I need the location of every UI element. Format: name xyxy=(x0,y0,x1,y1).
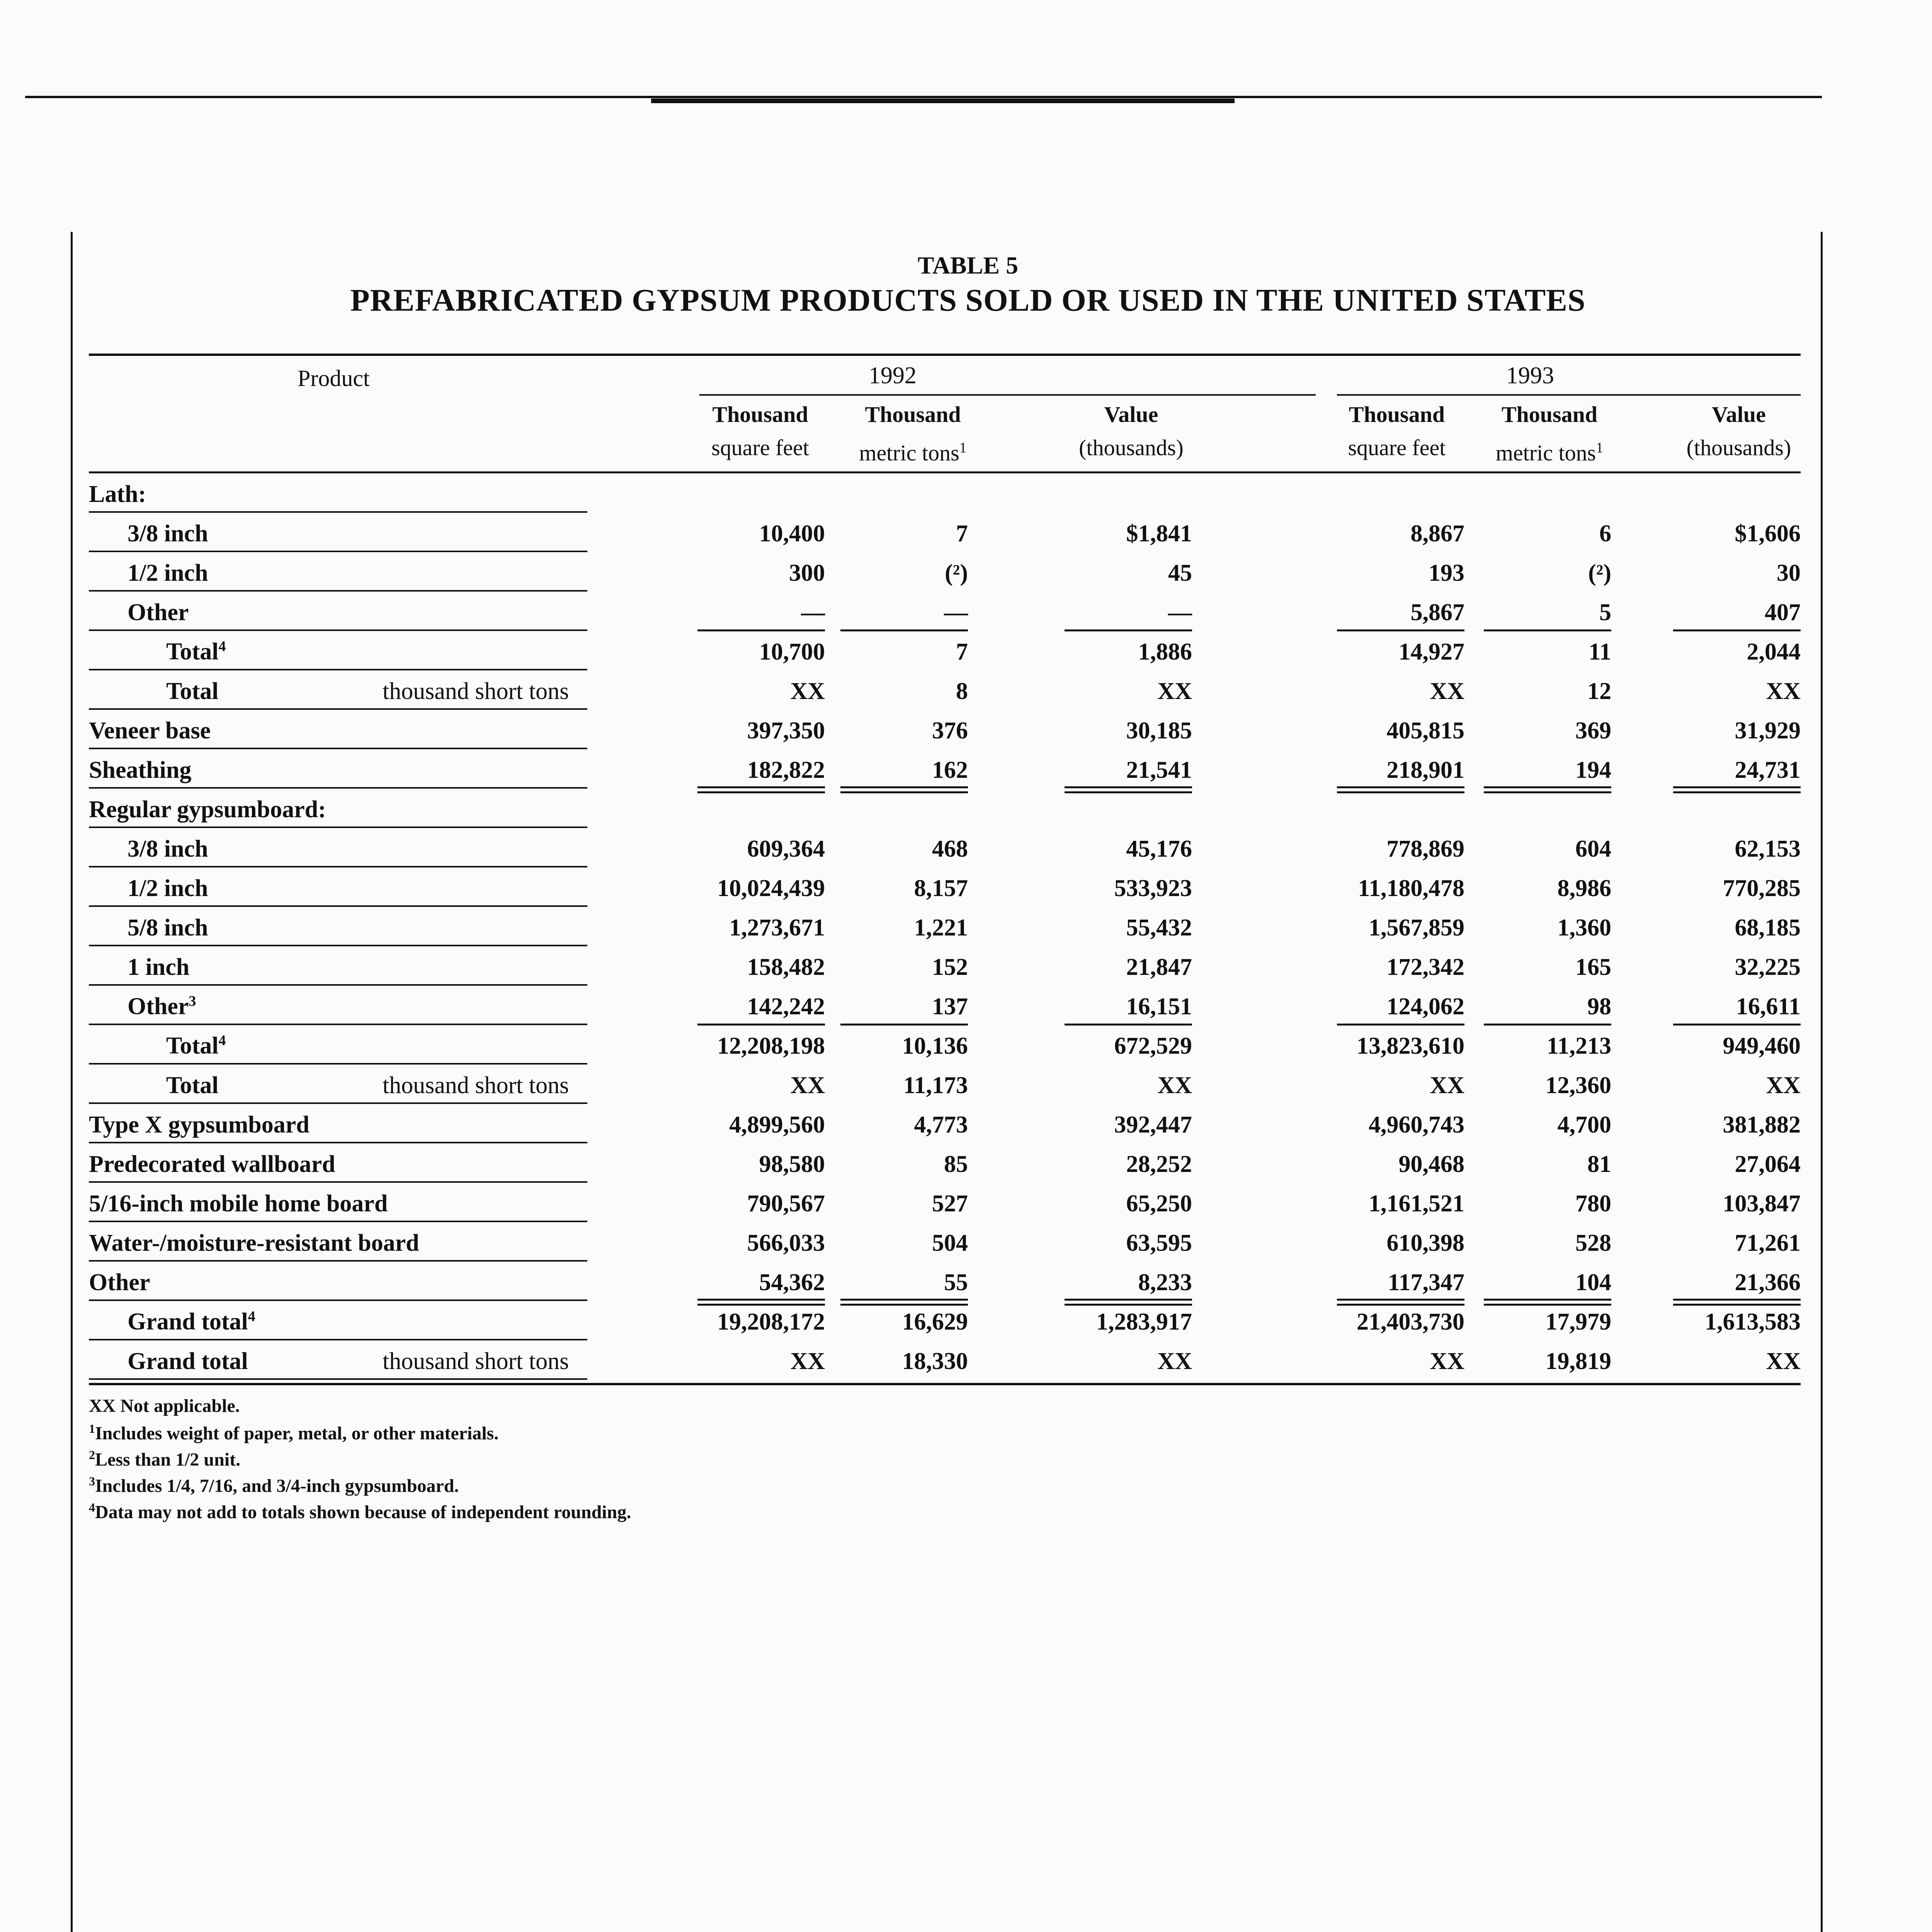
row-label: Grand total$^4$ xyxy=(128,1308,255,1335)
table-cell: — xyxy=(944,599,968,626)
table-cell: 172,342 xyxy=(1386,954,1464,980)
table-row xyxy=(89,631,1801,670)
right-margin-rule xyxy=(1821,232,1823,1932)
table-cell: 8,157 xyxy=(914,875,968,901)
row-unit: thousand short tons xyxy=(383,1072,569,1099)
table-row xyxy=(89,907,1801,946)
table-cell: 2,044 xyxy=(1747,639,1801,665)
table-cell: $1,841 xyxy=(1126,520,1192,547)
table-cell: 770,285 xyxy=(1723,875,1801,901)
table-cell: 504 xyxy=(932,1230,968,1256)
row-label: 3/8 inch xyxy=(128,520,208,547)
table-cell: 218,901 xyxy=(1386,757,1464,783)
table-cell: 103,847 xyxy=(1723,1190,1801,1217)
table-row xyxy=(89,867,1801,907)
table-cell: 609,364 xyxy=(747,836,825,862)
table-cell: — xyxy=(1168,599,1192,626)
table-cell: 5,867 xyxy=(1410,599,1464,626)
row-label: Grand total xyxy=(128,1348,248,1374)
left-margin-rule xyxy=(71,232,73,1932)
table-row xyxy=(89,1301,1801,1340)
table-cell: XX xyxy=(1157,1348,1192,1374)
table-row xyxy=(89,1340,1801,1380)
table-cell: 17,979 xyxy=(1545,1309,1611,1335)
table-row xyxy=(89,513,1801,552)
table-cell: 68,185 xyxy=(1735,915,1801,941)
year-1993-header: 1993 xyxy=(1506,362,1554,389)
table-cell: 5 xyxy=(1599,599,1611,626)
table-cell: 1,886 xyxy=(1138,639,1192,665)
table-cell: 71,261 xyxy=(1735,1230,1801,1256)
row-unit: thousand short tons xyxy=(383,1348,569,1374)
table-cell: 165 xyxy=(1575,954,1611,980)
row-label-rule xyxy=(89,1378,587,1380)
table-bottom-rule xyxy=(89,1383,1801,1385)
table-cell: 63,595 xyxy=(1126,1230,1192,1256)
table-cell: 85 xyxy=(944,1151,968,1177)
table-row xyxy=(89,1065,1801,1104)
row-label: Total$^4$ xyxy=(166,638,226,665)
table-cell: XX xyxy=(1157,678,1192,704)
table-cell: 21,403,730 xyxy=(1357,1309,1464,1335)
table-cell: 62,153 xyxy=(1735,836,1801,862)
row-label: 1/2 inch xyxy=(128,875,208,901)
table-row xyxy=(89,1262,1801,1301)
table-cell: 407 xyxy=(1765,599,1801,626)
table-cell: 30 xyxy=(1777,560,1801,586)
table-cell: 19,819 xyxy=(1545,1348,1611,1374)
table-cell: 10,136 xyxy=(902,1033,968,1059)
table-row xyxy=(89,1183,1801,1222)
row-label: Other xyxy=(89,1269,150,1296)
table-cell: 566,033 xyxy=(747,1230,825,1256)
footnote: XX Not applicable. xyxy=(89,1396,240,1416)
table-row xyxy=(89,986,1801,1025)
table-cell: 65,250 xyxy=(1126,1190,1192,1217)
table-row xyxy=(89,710,1801,749)
table-cell: 124,062 xyxy=(1386,993,1464,1020)
table-cell: 182,822 xyxy=(747,757,825,783)
table-cell: 8,986 xyxy=(1557,875,1611,901)
table-cell: 610,398 xyxy=(1386,1230,1464,1256)
table-row xyxy=(89,828,1801,867)
product-header: Product xyxy=(298,366,370,391)
table-cell: 12,360 xyxy=(1545,1072,1611,1099)
table-title: PREFABRICATED GYPSUM PRODUCTS SOLD OR USED IN THE UNITED STATES xyxy=(350,282,1586,318)
table-cell: 369 xyxy=(1575,718,1611,744)
table-cell: 162 xyxy=(932,757,968,783)
table-cell: 142,242 xyxy=(747,993,825,1020)
table-cell: 21,847 xyxy=(1126,954,1192,980)
row-label: 3/8 inch xyxy=(128,836,208,862)
table-cell: 778,869 xyxy=(1386,836,1464,862)
table-cell: 16,151 xyxy=(1126,993,1192,1020)
table-cell: 10,024,439 xyxy=(717,875,825,901)
row-label: Type X gypsumboard xyxy=(89,1112,310,1138)
table-cell: 8 xyxy=(956,678,968,704)
table-cell: 604 xyxy=(1575,836,1611,862)
table-row xyxy=(89,749,1801,789)
table-cell: 6 xyxy=(1599,520,1611,547)
table-cell: 381,882 xyxy=(1723,1112,1801,1138)
table-cell: 1,273,671 xyxy=(729,915,825,941)
row-label: Sheathing xyxy=(89,757,192,783)
table-cell: XX xyxy=(1766,678,1801,704)
row-label: 1/2 inch xyxy=(128,560,208,586)
column-header-1993-sqft: Thousand square feet xyxy=(1348,402,1446,460)
table-cell: 98,580 xyxy=(759,1151,825,1177)
table-cell: 32,225 xyxy=(1735,954,1801,980)
table-cell: 4,899,560 xyxy=(729,1112,825,1138)
table-row xyxy=(89,670,1801,710)
table-cell: 16,629 xyxy=(902,1309,968,1335)
table-cell: 527 xyxy=(932,1190,968,1217)
table-cell: 11,173 xyxy=(903,1072,968,1099)
table-cell: 1,161,521 xyxy=(1369,1190,1464,1217)
table-cell: XX xyxy=(1430,678,1464,704)
table-cell: 31,929 xyxy=(1735,718,1801,744)
row-label: 5/8 inch xyxy=(128,915,208,941)
column-header-1993-value: Value (thousands) xyxy=(1686,402,1791,460)
table-cell: XX xyxy=(1766,1348,1801,1374)
table-row xyxy=(89,946,1801,986)
table-cell: 300 xyxy=(789,560,825,586)
row-unit: thousand short tons xyxy=(383,678,569,704)
table-cell: 21,366 xyxy=(1735,1269,1801,1296)
row-label: Regular gypsumboard: xyxy=(89,796,326,823)
table-row xyxy=(89,1143,1801,1183)
table-cell: 392,447 xyxy=(1114,1112,1192,1138)
table-row xyxy=(89,473,1801,513)
table-cell: 11,180,478 xyxy=(1358,875,1464,901)
table-cell: 11,213 xyxy=(1546,1033,1611,1059)
table-cell: 45,176 xyxy=(1126,836,1192,862)
table-cell: 7 xyxy=(956,520,968,547)
table-cell: 376 xyxy=(932,718,968,744)
table-row xyxy=(89,789,1801,828)
table-label: TABLE 5 xyxy=(917,252,1019,279)
row-label: Other$^3$ xyxy=(128,993,196,1020)
table-cell: 137 xyxy=(932,993,968,1020)
table-cell: 90,468 xyxy=(1398,1151,1464,1177)
table-cell: 158,482 xyxy=(747,954,825,980)
row-label: Total xyxy=(166,1072,219,1099)
table-cell: 28,252 xyxy=(1126,1151,1192,1177)
table-cell: $1,606 xyxy=(1735,520,1801,547)
table-cell: 12 xyxy=(1587,678,1611,704)
table-cell: 1,221 xyxy=(914,915,968,941)
table-cell: XX xyxy=(1430,1348,1464,1374)
table-cell: 8,233 xyxy=(1138,1269,1192,1296)
table-cell: 4,960,743 xyxy=(1369,1112,1464,1138)
table-cell: 98 xyxy=(1587,993,1611,1020)
table-row xyxy=(89,1222,1801,1262)
row-label: 5/16-inch mobile home board xyxy=(89,1190,388,1217)
table-cell: 7 xyxy=(956,639,968,665)
footnote: $^4$Data may not add to totals shown because of independent rounding. xyxy=(89,1500,631,1522)
row-label: Total$^4$ xyxy=(166,1032,226,1059)
table-cell: 18,330 xyxy=(902,1348,968,1374)
table-row xyxy=(89,1025,1801,1065)
column-header-1993-tons: Thousand metric tons$^1$ xyxy=(1495,402,1604,466)
table-cell: 780 xyxy=(1575,1190,1611,1217)
table-cell: 8,867 xyxy=(1410,520,1464,547)
table-cell: 30,185 xyxy=(1126,718,1192,744)
table-row xyxy=(89,592,1801,631)
table-cell: 152 xyxy=(932,954,968,980)
table-cell: 117,347 xyxy=(1388,1269,1464,1296)
row-label: Predecorated wallboard xyxy=(89,1151,335,1177)
table-cell: 4,700 xyxy=(1557,1112,1611,1138)
table-cell: 55,432 xyxy=(1126,915,1192,941)
footnote: $^2$Less than 1/2 unit. xyxy=(89,1448,241,1470)
table-cell: 533,923 xyxy=(1114,875,1192,901)
footnote: $^3$Includes 1/4, 7/16, and 3/4-inch gypsumboard. xyxy=(89,1474,459,1496)
table-cell: 14,927 xyxy=(1398,639,1464,665)
table-cell: 24,731 xyxy=(1735,757,1801,783)
table-row xyxy=(89,552,1801,592)
table-cell: 21,541 xyxy=(1126,757,1192,783)
row-label: Water-/moisture-resistant board xyxy=(89,1230,419,1256)
table-cell: XX xyxy=(1766,1072,1801,1099)
table-cell: 16,611 xyxy=(1736,993,1801,1020)
table-cell: 397,350 xyxy=(747,718,825,744)
row-label: 1 inch xyxy=(128,954,190,980)
column-header-1992-value: Value (thousands) xyxy=(1079,402,1184,460)
table-cell: 468 xyxy=(932,836,968,862)
row-label: Total xyxy=(166,678,219,704)
top-rule xyxy=(25,96,1822,98)
table-cell: 1,360 xyxy=(1557,915,1611,941)
table-cell: 405,815 xyxy=(1386,718,1464,744)
table-cell: 790,567 xyxy=(747,1190,825,1217)
table-cell: 27,064 xyxy=(1735,1151,1801,1177)
table-cell: XX xyxy=(790,678,825,704)
table-cell: 13,823,610 xyxy=(1357,1033,1464,1059)
table-cell: 19,208,172 xyxy=(717,1309,825,1335)
table-cell: 4,773 xyxy=(914,1112,968,1138)
table-cell: 1,283,917 xyxy=(1096,1309,1192,1335)
table-cell: 81 xyxy=(1587,1151,1611,1177)
table-cell: 194 xyxy=(1575,757,1611,783)
column-header-1992-sqft: Thousand square feet xyxy=(711,402,809,460)
row-label: Veneer base xyxy=(89,718,211,744)
table-cell: 10,700 xyxy=(759,639,825,665)
table-cell: 528 xyxy=(1575,1230,1611,1256)
table-cell: — xyxy=(801,599,825,626)
table-cell: 104 xyxy=(1575,1269,1611,1296)
year-1992-header: 1992 xyxy=(869,362,917,389)
table-cell: 193 xyxy=(1429,560,1464,586)
table-cell: 1,567,859 xyxy=(1369,915,1464,941)
table-cell: 55 xyxy=(944,1269,968,1296)
table-cell: XX xyxy=(790,1348,825,1374)
table-cell: XX xyxy=(1157,1072,1192,1099)
table-cell: 10,400 xyxy=(759,520,825,547)
table-cell: 949,460 xyxy=(1723,1033,1801,1059)
table-cell: 11 xyxy=(1588,639,1611,665)
column-header-1992-tons: Thousand metric tons$^1$ xyxy=(859,402,967,466)
footnote: $^1$Includes weight of paper, metal, or other materials. xyxy=(89,1422,499,1444)
row-label: Other xyxy=(128,599,189,626)
year-1993-rule xyxy=(1337,394,1801,396)
table-cell: (²) xyxy=(945,560,968,586)
table-cell: 1,613,583 xyxy=(1705,1309,1801,1335)
year-1992-rule xyxy=(699,394,1316,396)
table-row xyxy=(89,1104,1801,1143)
row-label: Lath: xyxy=(89,481,146,507)
top-rule-heavy xyxy=(651,99,1235,103)
table-cell: 45 xyxy=(1168,560,1192,586)
table-cell: 54,362 xyxy=(759,1269,825,1296)
table-cell: 672,529 xyxy=(1114,1033,1192,1059)
table-cell: XX xyxy=(1430,1072,1464,1099)
table-top-rule xyxy=(89,354,1801,356)
table-cell: 12,208,198 xyxy=(717,1033,825,1059)
table-cell: XX xyxy=(790,1072,825,1099)
table-cell: (²) xyxy=(1588,560,1611,586)
